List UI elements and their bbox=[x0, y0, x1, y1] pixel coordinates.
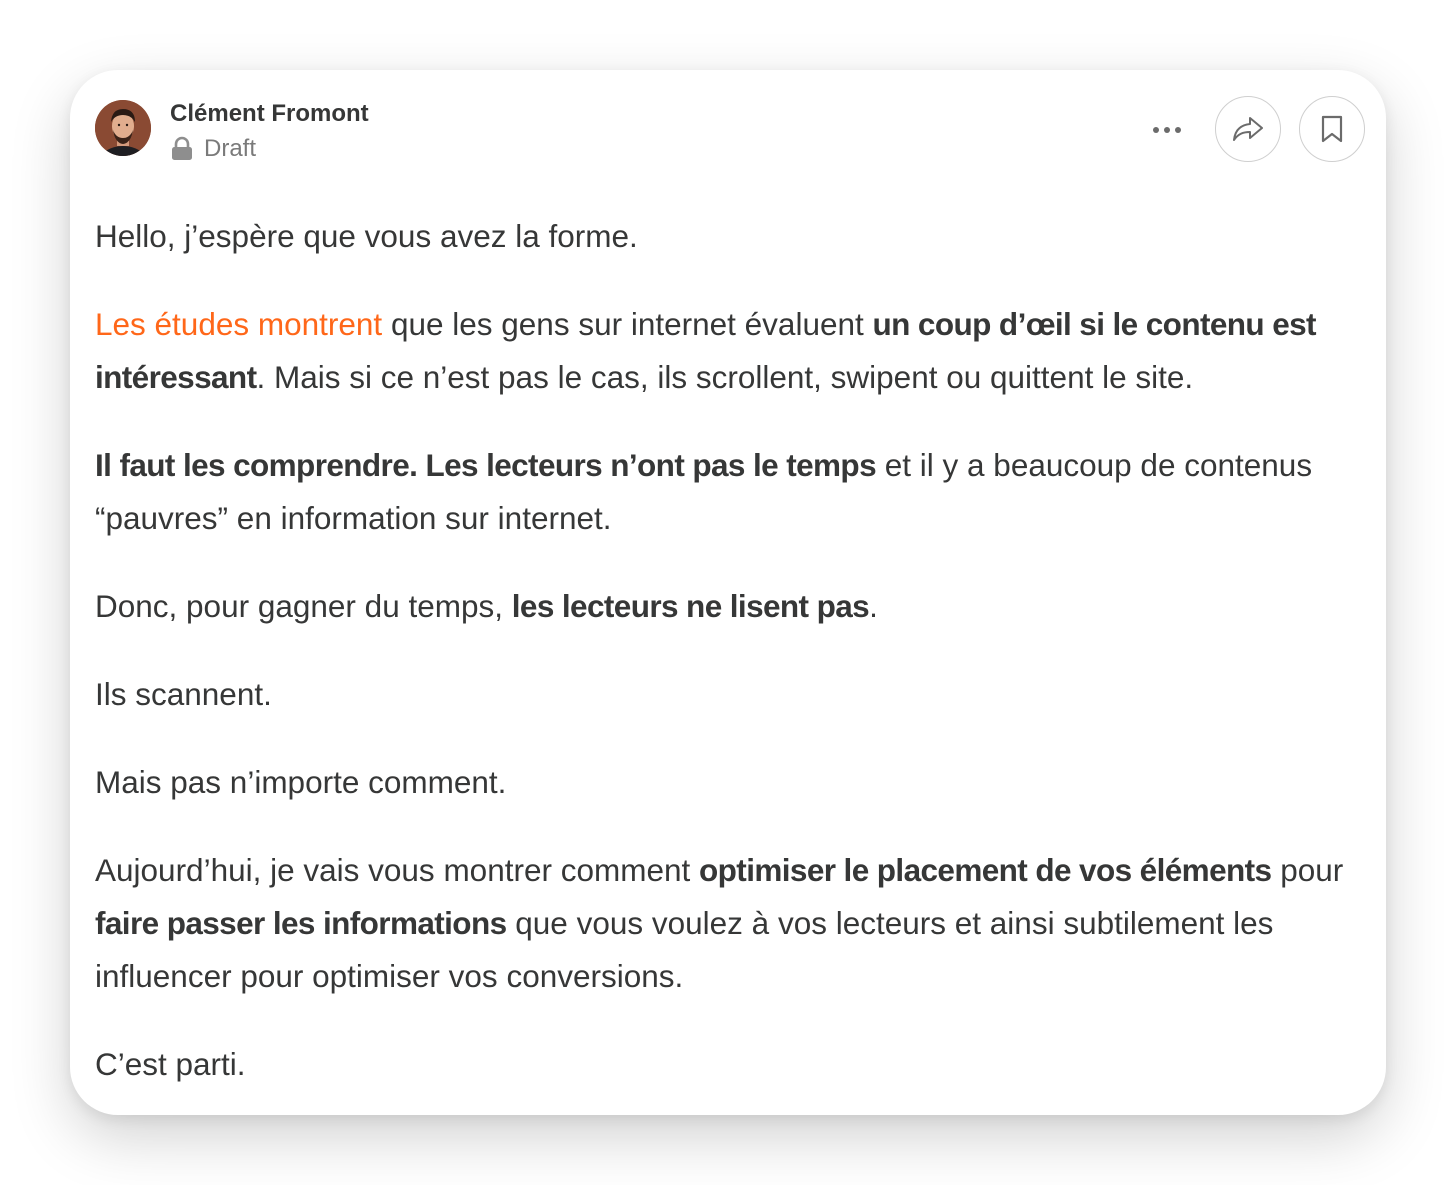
paragraph-scan: Ils scannent. bbox=[95, 676, 272, 712]
status-label: Draft bbox=[204, 135, 257, 162]
paragraph-studies bbox=[95, 298, 1365, 404]
avatar-portrait bbox=[95, 100, 151, 156]
author-avatar[interactable] bbox=[95, 100, 151, 156]
paragraph-dont-read bbox=[95, 580, 1365, 633]
lock-icon bbox=[170, 136, 194, 162]
post-header bbox=[95, 100, 1365, 170]
text-segment: . bbox=[869, 588, 878, 624]
text-segment: et il y a beaucoup de contenus “pauvres” en information sur internet. bbox=[95, 447, 1313, 536]
paragraph-readers-time bbox=[95, 439, 1365, 545]
paragraph-today bbox=[95, 844, 1365, 1003]
post-body bbox=[95, 210, 1365, 1126]
text-segment: Aujourd’hui, je vais vous montrer comment bbox=[95, 852, 700, 888]
paragraph-lets-go: C’est parti. bbox=[95, 1046, 246, 1082]
post-card bbox=[70, 70, 1386, 1115]
bookmark-icon bbox=[1320, 114, 1344, 144]
studies-link[interactable]: Les études montrent bbox=[95, 306, 383, 342]
author-name[interactable]: Clément Fromont bbox=[170, 100, 369, 127]
text-segment: . Mais si ce n’est pas le cas, ils scrollent, swipent ou quittent le site. bbox=[256, 359, 1194, 395]
bold-segment: faire passer les informations bbox=[95, 905, 507, 941]
bold-segment: un coup d’œil si le contenu est intéressant bbox=[95, 306, 1316, 395]
bookmark-button[interactable] bbox=[1299, 96, 1365, 162]
bold-segment: les lecteurs ne lisent pas bbox=[511, 588, 870, 624]
share-button[interactable] bbox=[1215, 96, 1281, 162]
paragraph-greeting: Hello, j’espère que vous avez la forme. bbox=[95, 218, 638, 254]
bold-segment: Il faut les comprendre. Les lecteurs n’ont pas le temps bbox=[95, 447, 876, 483]
text-segment: Donc, pour gagner du temps, bbox=[95, 588, 512, 624]
paragraph-not-anyhow: Mais pas n’importe comment. bbox=[95, 764, 507, 800]
text-segment: pour bbox=[1271, 852, 1344, 888]
share-arrow-icon bbox=[1231, 114, 1265, 144]
more-horizontal-icon bbox=[1152, 126, 1182, 134]
post-status bbox=[170, 134, 256, 164]
text-segment: que les gens sur internet évaluent bbox=[382, 306, 873, 342]
bold-segment: optimiser le placement de vos éléments bbox=[699, 852, 1272, 888]
text-segment: que vous voulez à vos lecteurs et ainsi subtilement les influencer pour optimiser vos conversions. bbox=[95, 905, 1274, 994]
more-options-button[interactable] bbox=[1145, 112, 1189, 148]
